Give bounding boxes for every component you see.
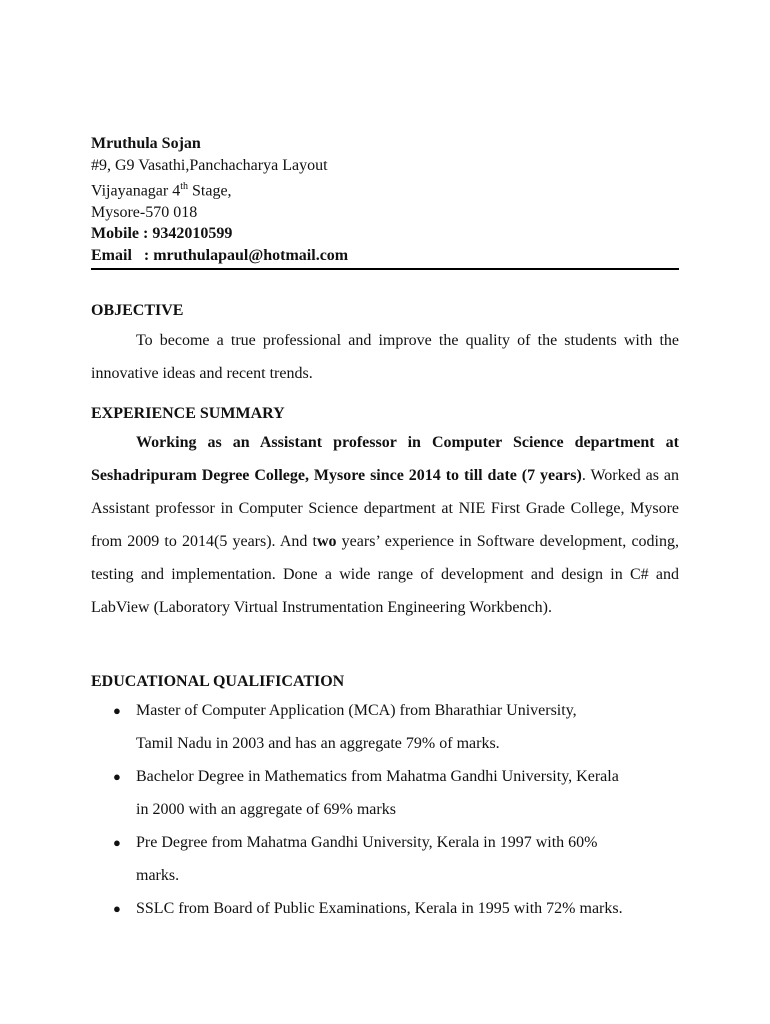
objective-heading: OBJECTIVE <box>91 302 184 319</box>
header-divider <box>91 268 679 270</box>
list-item: ● SSLC from Board of Public Examinations, Kerala in 1995 with 72% marks. <box>91 892 691 925</box>
email-address: Email : mruthulapaul@hotmail.com <box>91 246 349 264</box>
experience-text: Working as an Assistant professor in Computer Science department at Seshadripuram Degree College, Mysore since 2014 to till date (7 years). Worked as an Assistant professor in Computer Science department at NIE First Grade College, Mysore from 2009 to 2014(5 years). And two years’ experience in Software development, coding, testing and implementation. Done a wide range of development and design in C# and LabView (Laboratory Virtual Instrumentation Engineering Workbench). <box>91 434 680 616</box>
bullet-icon: ● <box>113 835 121 850</box>
contact-block <box>91 133 348 266</box>
address-line-2: Vijayanagar 4th Stage, <box>91 181 232 200</box>
mobile-number: Mobile : 9342010599 <box>91 225 233 243</box>
list-item: ● Pre Degree from Mahatma Gandhi University, Kerala in 1997 with 60% marks. <box>91 826 691 892</box>
bullet-icon: ● <box>113 703 121 718</box>
bullet-icon: ● <box>113 901 121 916</box>
objective-text: To become a true professional and improve the quality of the students with the innovative ideas and recent trends. <box>91 332 679 382</box>
experience-heading: EXPERIENCE SUMMARY <box>91 405 285 422</box>
candidate-name: Mruthula Sojan <box>91 135 201 152</box>
education-list <box>91 694 691 925</box>
list-item: ● Bachelor Degree in Mathematics from Mahatma Gandhi University, Kerala in 2000 with an aggregate of 69% marks <box>91 760 691 826</box>
address-line-1: #9, G9 Vasathi,Panchacharya Layout <box>91 156 328 174</box>
bullet-icon: ● <box>113 769 121 784</box>
address-line-3: Mysore-570 018 <box>91 203 198 221</box>
education-heading: EDUCATIONAL QUALIFICATION <box>91 673 345 690</box>
list-item: ● Master of Computer Application (MCA) from Bharathiar University, Tamil Nadu in 2003 and has an aggregate 79% of marks. <box>91 694 691 760</box>
